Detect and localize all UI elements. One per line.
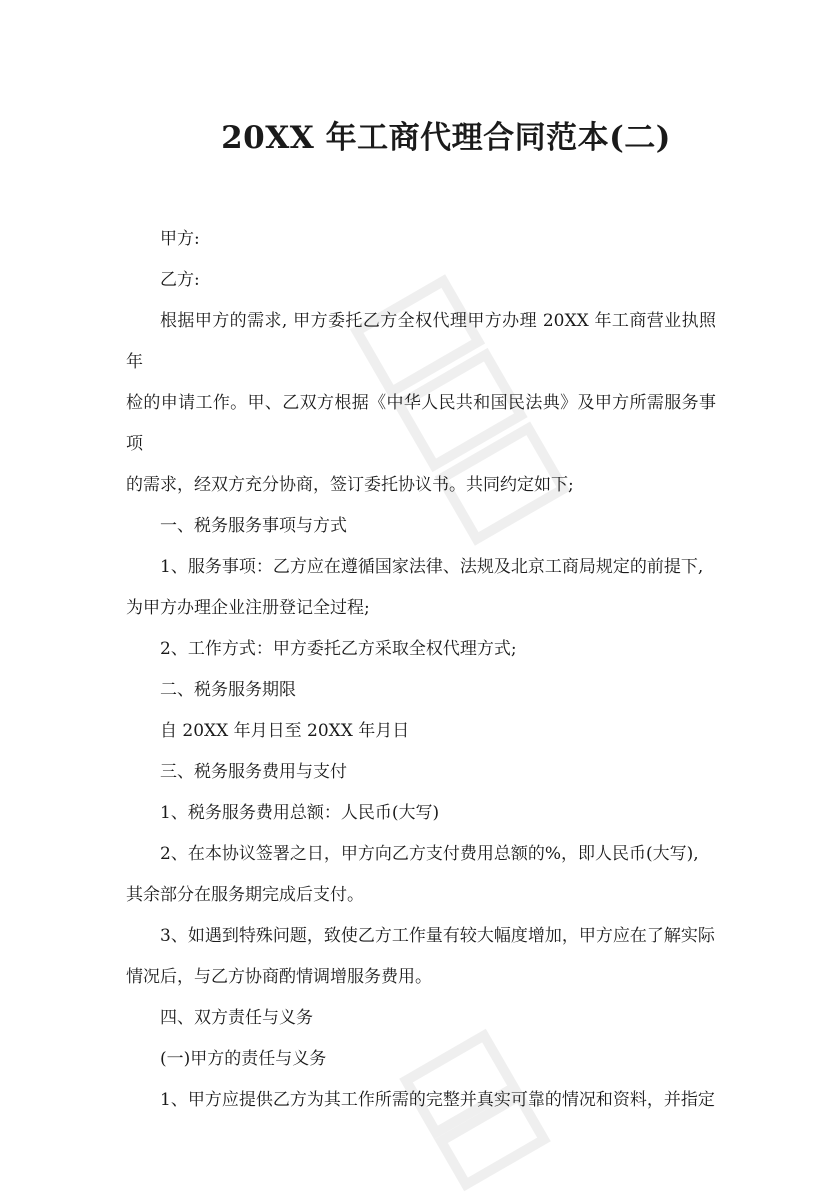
clause-4-1-1: 1、甲方应提供乙方为其工作所需的完整并真实可靠的情况和资料，并指定 [160,1090,715,1110]
subsection-heading-4-1: (一)甲方的责任与义务 [160,1049,327,1069]
section-heading-2: 二、税务服务期限 [160,680,296,700]
clause-1-1-line-2: 为甲方办理企业注册登记全过程; [126,598,370,618]
intro-paragraph-line-1: 根据甲方的需求, 甲方委托乙方全权代理甲方办理 20XX 年工商营业执照年 [126,311,716,372]
intro-paragraph-line-3: 的需求，经双方充分协商，签订委托协议书。共同约定如下; [126,475,574,495]
section-heading-4: 四、双方责任与义务 [160,1008,313,1028]
clause-3-3-line-1: 3、如遇到特殊问题，致使乙方工作量有较大幅度增加，甲方应在了解实际 [160,926,715,946]
clause-3-2-line-1: 2、在本协议签署之日，甲方向乙方支付费用总额的%，即人民币(大写), [160,844,699,864]
clause-3-1: 1、税务服务费用总额：人民币(大写) [160,803,440,823]
clause-3-3-line-2: 情况后，与乙方协商酌情调增服务费用。 [126,967,432,987]
party-a-line: 甲方: [160,229,200,249]
clause-1-2: 2、工作方式：甲方委托乙方采取全权代理方式; [160,639,517,659]
party-b-line: 乙方: [160,270,200,290]
section-heading-1: 一、税务服务事项与方式 [160,516,347,536]
intro-paragraph-line-2: 检的申请工作。甲、乙双方根据《中华人民共和国民法典》及甲方所需服务事项 [126,393,716,454]
clause-1-1-line-1: 1、服务事项：乙方应在遵循国家法律、法规及北京工商局规定的前提下, [160,557,704,577]
service-period: 自 20XX 年月日至 20XX 年月日 [160,721,410,741]
document-title: 20XX 年工商代理合同范本(二) [221,120,671,156]
clause-3-2-line-2: 其余部分在服务期完成后支付。 [126,885,364,905]
document-body [126,219,716,1121]
section-heading-3: 三、税务服务费用与支付 [160,762,347,782]
